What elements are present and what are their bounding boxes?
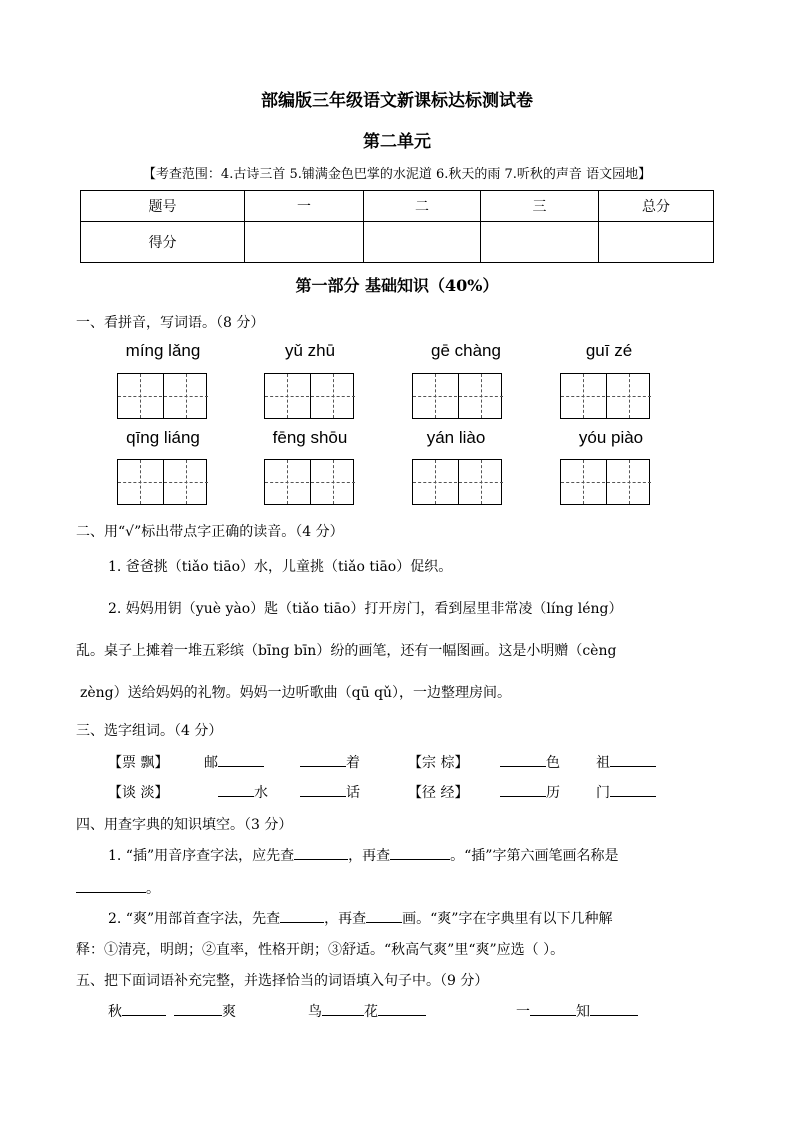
score-header-cell: 二 <box>364 191 481 222</box>
question-4-item-2-line-2: 释：①清亮，明朗；②直率，性格开朗；③舒适。“秋高气爽”里“爽”应选（ ）。 <box>76 942 565 958</box>
score-cell[interactable] <box>364 222 481 263</box>
pinyin-label: yóu piào <box>578 428 644 447</box>
writing-grid[interactable] <box>560 373 650 419</box>
score-row-label: 得分 <box>81 222 245 263</box>
text-segment: ，再查 <box>324 911 367 927</box>
writing-grid[interactable] <box>560 459 650 505</box>
word-item <box>218 782 268 802</box>
question-4-item-2 <box>108 908 612 928</box>
question-2-item-2-line-2: 乱。桌子上摊着一堆五彩缤（bīng bīn）纷的画笔，还有一幅图画。这是小明赠（cèng <box>76 643 617 659</box>
word-char: 祖 <box>596 755 610 771</box>
score-header-cell: 三 <box>481 191 599 222</box>
answer-blank[interactable] <box>610 752 656 767</box>
answer-blank[interactable] <box>174 1001 222 1016</box>
question-2-title: 二、用“√”标出带点字正确的读音。（4 分） <box>76 524 344 540</box>
score-table-header-row <box>81 191 714 222</box>
score-header-cell: 总分 <box>599 191 714 222</box>
word-char: 邮 <box>204 755 218 771</box>
word-char: 门 <box>596 785 610 801</box>
score-cell[interactable] <box>599 222 714 263</box>
word-char: 鸟 <box>308 1004 322 1020</box>
answer-blank[interactable] <box>610 782 656 797</box>
question-4-item-1-cont <box>76 878 160 898</box>
word-char: 色 <box>546 755 560 771</box>
writing-grid[interactable] <box>412 373 502 419</box>
text-segment: 。 <box>146 881 160 897</box>
idiom-item <box>308 1001 426 1021</box>
word-char: 知 <box>576 1004 590 1020</box>
score-header-cell: 一 <box>245 191 364 222</box>
idiom-item <box>108 1001 236 1021</box>
answer-blank[interactable] <box>500 782 546 797</box>
answer-blank[interactable] <box>530 1001 576 1016</box>
text-segment: 2. “爽”用部首查字法，先查 <box>108 911 281 927</box>
answer-blank[interactable] <box>294 845 348 860</box>
question-5-title: 五、把下面词语补充完整，并选择恰当的词语填入句子中。（9 分） <box>76 973 489 989</box>
word-char: 一 <box>516 1004 530 1020</box>
answer-blank[interactable] <box>390 845 450 860</box>
answer-blank[interactable] <box>76 878 146 893</box>
char-group-3: 【谈 淡】 <box>108 785 169 801</box>
question-3-title: 三、选字组词。（4 分） <box>76 723 223 739</box>
pinyin-label: yán liào <box>426 428 486 447</box>
word-char: 秋 <box>108 1004 122 1020</box>
writing-grid[interactable] <box>264 459 354 505</box>
answer-blank[interactable] <box>590 1001 638 1016</box>
question-2-item-2-line-3: zèng）送给妈妈的礼物。妈妈一边听歌曲（qū qǔ），一边整理房间。 <box>80 685 512 701</box>
text-segment: ，再查 <box>348 848 391 864</box>
idiom-item <box>516 1001 638 1021</box>
score-table <box>80 190 714 263</box>
answer-blank[interactable] <box>322 1001 364 1016</box>
answer-blank[interactable] <box>218 782 254 797</box>
text-segment: 画。“爽”字在字典里有以下几种解 <box>402 911 613 927</box>
page-title: 部编版三年级语文新课标达标测试卷 <box>261 91 533 111</box>
pinyin-label: míng lǎng <box>125 341 201 360</box>
word-item <box>300 752 360 772</box>
writing-grid[interactable] <box>264 373 354 419</box>
word-char: 着 <box>346 755 360 771</box>
question-2-item-1: 1. 爸爸挑（tiǎo tiāo）水，儿童挑（tiǎo tiāo）促织。 <box>108 559 453 575</box>
answer-blank[interactable] <box>500 752 546 767</box>
text-segment: 1. “插”用音序查字法，应先查 <box>108 848 295 864</box>
answer-blank[interactable] <box>366 908 402 923</box>
word-item <box>500 782 560 802</box>
unit-title: 第二单元 <box>363 132 431 152</box>
word-item <box>596 782 656 802</box>
pinyin-label: fēng shōu <box>272 428 348 447</box>
word-char: 水 <box>254 785 268 801</box>
word-char: 历 <box>546 785 560 801</box>
pinyin-label: qīng liáng <box>126 428 200 447</box>
answer-blank[interactable] <box>122 1001 166 1016</box>
word-item <box>300 782 360 802</box>
writing-grid[interactable] <box>117 373 207 419</box>
pinyin-label: gē chàng <box>431 341 501 360</box>
question-1-title: 一、看拼音，写词语。（8 分） <box>76 315 265 331</box>
score-table-score-row <box>81 222 714 263</box>
answer-blank[interactable] <box>300 782 346 797</box>
pinyin-label: yǔ zhū <box>284 341 336 360</box>
word-char: 话 <box>346 785 360 801</box>
answer-blank[interactable] <box>300 752 346 767</box>
question-4-item-1 <box>108 845 618 865</box>
text-segment: 。“插”字第六画笔画名称是 <box>450 848 619 864</box>
word-item <box>596 752 656 772</box>
score-header-cell: 题号 <box>81 191 245 222</box>
char-group-2: 【宗 棕】 <box>408 755 469 771</box>
answer-blank[interactable] <box>280 908 324 923</box>
score-cell[interactable] <box>245 222 364 263</box>
answer-blank[interactable] <box>378 1001 426 1016</box>
question-2-item-2-line-1: 2. 妈妈用钥（yuè yào）匙（tiǎo tiāo）打开房门，看到屋里非常凌（líng léng） <box>108 601 623 617</box>
char-group-4: 【径 经】 <box>408 785 469 801</box>
word-char: 爽 <box>222 1004 236 1020</box>
score-cell[interactable] <box>481 222 599 263</box>
word-char: 花 <box>364 1004 378 1020</box>
word-item <box>204 752 264 772</box>
word-item <box>500 752 560 772</box>
answer-blank[interactable] <box>218 752 264 767</box>
part-one-title: 第一部分 基础知识（40%） <box>295 276 499 295</box>
pinyin-label: guī zé <box>585 341 633 360</box>
writing-grid[interactable] <box>117 459 207 505</box>
char-group-1: 【票 飘】 <box>108 755 169 771</box>
exam-scope: 【考查范围：4.古诗三首 5.铺满金色巴掌的水泥道 6.秋天的雨 7.听秋的声音 语文园地】 <box>142 167 652 182</box>
writing-grid[interactable] <box>412 459 502 505</box>
question-4-title: 四、用查字典的知识填空。（3 分） <box>76 817 293 833</box>
